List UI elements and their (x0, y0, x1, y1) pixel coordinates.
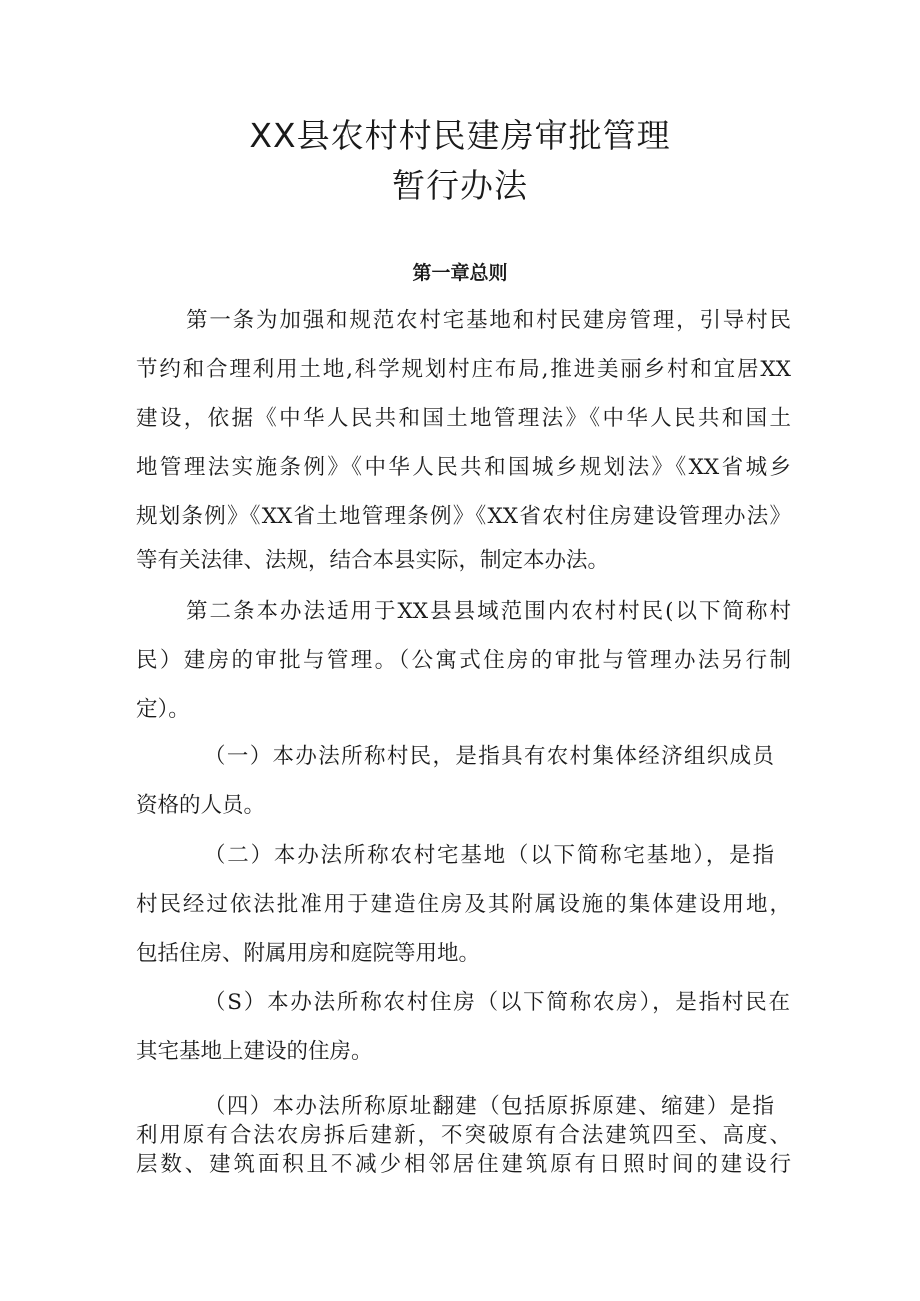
article-1-line-5: 规划条例》《XX省土地管理条例》《XX省农村住房建设管理办法》 (136, 504, 791, 529)
article-1-line-3: 建设，依据《中华人民共和国土地管理法》《中华人民共和国土 (136, 406, 791, 431)
article-2-line-1: 第二条本办法适用于XX县县域范围内农村村民(以下简称村 (186, 599, 791, 624)
item-2-line-2: 村民经过依法批准用于建造住房及其附属设施的集体建设用地， (136, 892, 791, 917)
item-1-line-2: 资格的人员。 (136, 793, 266, 818)
document-title-line-2: 暂行办法 (392, 166, 528, 205)
article-2-line-3: 定）。 (136, 697, 190, 722)
article-2-line-2: 民）建房的审批与管理。（公寓式住房的审批与管理办法另行制 (136, 648, 791, 673)
article-1-line-2: 节约和合理利用土地,科学规划村庄布局,推进美丽乡村和宜居XX (136, 357, 791, 382)
article-1-line-4: 地管理法实施条例》《中华人民共和国城乡规划法》《XX省城乡 (136, 455, 791, 480)
item-4-line-2: 利用原有合法农房拆后建新，不突破原有合法建筑四至、高度、 (136, 1123, 791, 1148)
item-1-line-1: （一）本办法所称村民，是指具有农村集体经济组织成员 (204, 744, 774, 769)
item-4-line-1: （四）本办法所称原址翻建（包括原拆原建、缩建）是指 (204, 1094, 774, 1119)
chapter-heading: 第一章总则 (412, 262, 508, 284)
item-3-line-2: 其宅基地上建设的住房。 (136, 1039, 373, 1064)
item-4-line-3: 层数、建筑面积且不减少相邻居住建筑原有日照时间的建设行 (136, 1152, 791, 1177)
item-2-line-3: 包括住房、附属用房和庭院等用地。 (136, 941, 481, 966)
document-title-line-1: XX县农村村民建房审批管理 (249, 116, 671, 155)
item-3-line-1: （S）本办法所称农村住房（以下简称农房），是指村民在 (204, 990, 790, 1015)
article-1-line-6: 等有关法律、法规，结合本县实际，制定本办法。 (136, 548, 610, 573)
item-2-line-1: （二）本办法所称农村宅基地（以下简称宅基地），是指 (204, 843, 774, 868)
article-1-line-1: 第一条为加强和规范农村宅基地和村民建房管理，引导村民 (186, 308, 791, 333)
